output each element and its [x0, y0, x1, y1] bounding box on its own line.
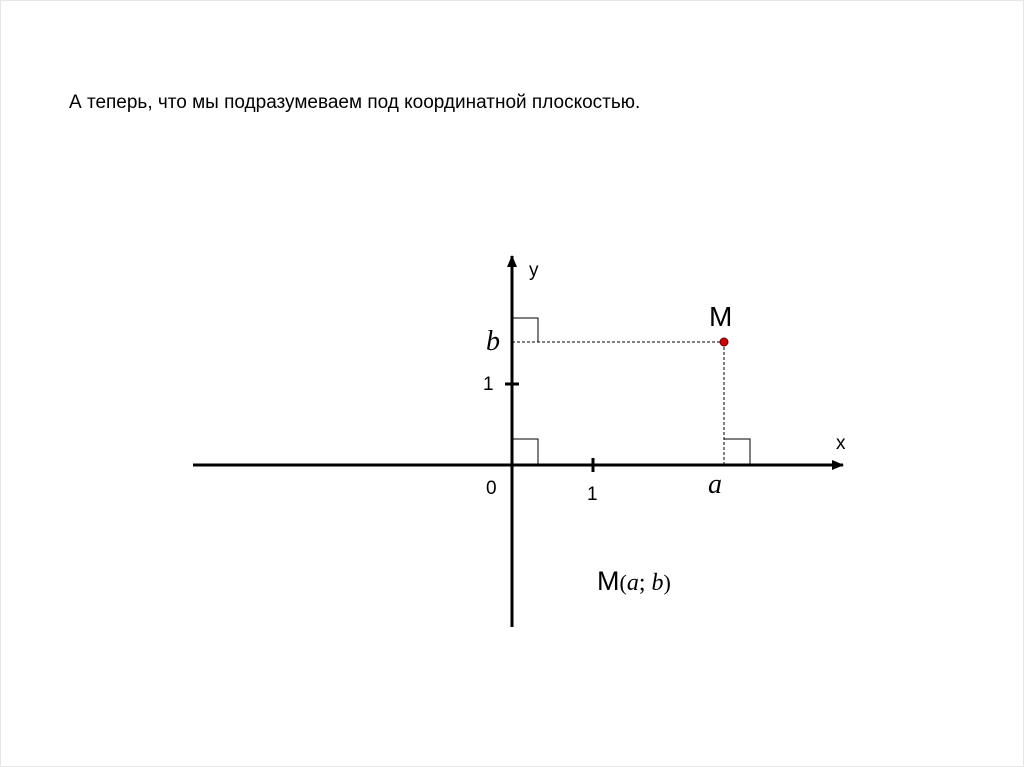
- formula-point-name: M: [597, 566, 620, 596]
- coordinates-formula: [597, 566, 671, 596]
- formula-open-paren: (: [619, 570, 627, 595]
- a-coordinate-label: a: [708, 469, 722, 500]
- slide-heading: А теперь, что мы подразумеваем под координатной плоскостью.: [69, 92, 641, 113]
- formula-y: b: [651, 570, 664, 596]
- formula-x: a: [626, 570, 639, 596]
- origin-label: 0: [486, 478, 497, 499]
- x-axis-label: x: [836, 433, 846, 454]
- y-axis-label: y: [529, 260, 539, 281]
- b-coordinate-label: b: [486, 326, 500, 357]
- formula-separator: ;: [638, 570, 652, 596]
- formula-close-paren: ): [663, 570, 671, 595]
- y-unit-label: 1: [483, 374, 494, 395]
- x-unit-label: 1: [587, 484, 598, 505]
- right-angle-marker-origin: [512, 439, 538, 465]
- right-angle-marker-b: [512, 318, 538, 342]
- point-m-label: M: [709, 301, 733, 332]
- right-angle-marker-a: [724, 439, 750, 465]
- point-m: [720, 338, 728, 346]
